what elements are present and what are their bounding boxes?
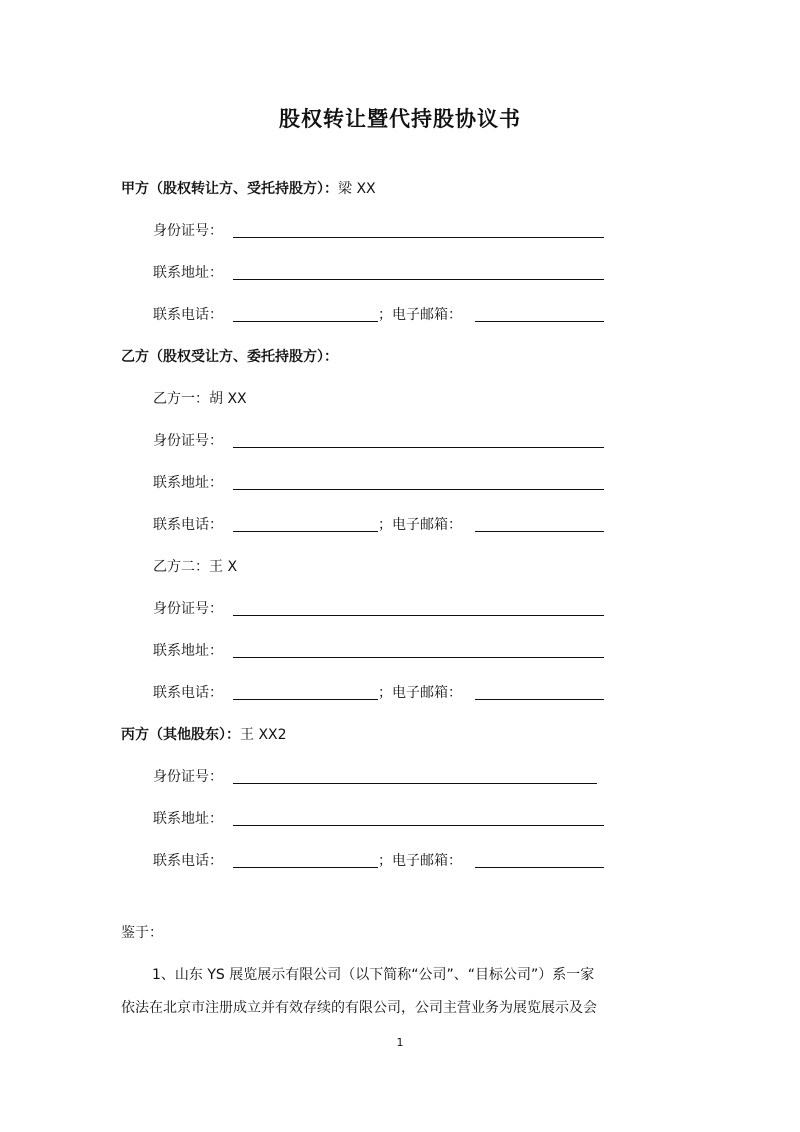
party-a-name: 梁 XX xyxy=(338,181,376,197)
email-label: ；电子邮箱： xyxy=(378,307,462,323)
address-blank[interactable] xyxy=(233,279,604,280)
page-number: 1 xyxy=(396,1036,404,1049)
email-blank[interactable] xyxy=(475,321,604,322)
phone-blank[interactable] xyxy=(233,531,378,532)
id-number-label: 身份证号： xyxy=(153,601,223,617)
id-number-blank[interactable] xyxy=(233,783,597,784)
document-title: 股权转让暨代持股协议书 xyxy=(279,107,521,131)
address-label: 联系地址： xyxy=(153,643,223,659)
party-b2-label: 乙方二： xyxy=(153,559,209,575)
party-a-label: 甲方（股权转让方、受托持股方）： xyxy=(121,181,338,197)
whereas-heading: 鉴于： xyxy=(121,925,163,941)
party-b1-label: 乙方一： xyxy=(153,391,209,407)
party-b1-heading xyxy=(153,388,247,408)
phone-label: 联系电话： xyxy=(153,517,223,533)
clause-1-line-2: 依法在北京市注册成立并有效存续的有限公司，公司主营业务为展览展示及会 xyxy=(121,1000,597,1016)
address-blank[interactable] xyxy=(233,825,604,826)
address-label: 联系地址： xyxy=(153,475,223,491)
address-blank[interactable] xyxy=(233,489,604,490)
address-blank[interactable] xyxy=(233,657,604,658)
phone-blank[interactable] xyxy=(233,321,378,322)
phone-label: 联系电话： xyxy=(153,853,223,869)
phone-label: 联系电话： xyxy=(153,307,223,323)
party-b2-name: 王 X xyxy=(209,559,238,575)
email-blank[interactable] xyxy=(475,531,604,532)
id-number-label: 身份证号： xyxy=(153,223,223,239)
email-label: ；电子邮箱： xyxy=(378,517,462,533)
party-c-heading xyxy=(121,724,287,744)
id-number-label: 身份证号： xyxy=(153,433,223,449)
id-number-blank[interactable] xyxy=(233,237,604,238)
party-b1-name: 胡 XX xyxy=(209,391,247,407)
email-label: ；电子邮箱： xyxy=(378,685,462,701)
email-label: ；电子邮箱： xyxy=(378,853,462,869)
phone-blank[interactable] xyxy=(233,867,378,868)
phone-label: 联系电话： xyxy=(153,685,223,701)
address-label: 联系地址： xyxy=(153,811,223,827)
party-b2-heading xyxy=(153,556,237,576)
address-label: 联系地址： xyxy=(153,265,223,281)
id-number-blank[interactable] xyxy=(233,447,604,448)
party-b-heading: 乙方（股权受让方、委托持股方）： xyxy=(121,349,338,365)
party-c-name: 王 XX2 xyxy=(240,727,287,743)
id-number-label: 身份证号： xyxy=(153,769,223,785)
id-number-blank[interactable] xyxy=(233,615,604,616)
email-blank[interactable] xyxy=(475,867,604,868)
clause-1-line-1: 1、山东 YS 展览展示有限公司（以下简称“公司”、“目标公司”）系一家 xyxy=(152,967,595,983)
phone-blank[interactable] xyxy=(233,699,378,700)
party-c-label: 丙方（其他股东）： xyxy=(121,727,240,743)
email-blank[interactable] xyxy=(475,699,604,700)
party-a-heading xyxy=(121,178,376,198)
